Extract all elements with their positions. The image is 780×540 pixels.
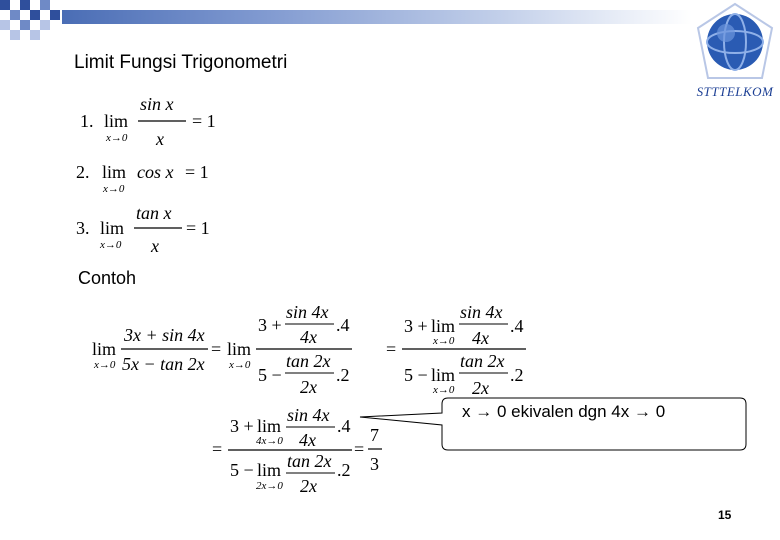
callout-text: x → 0 ekivalen dgn 4x → 0 [462, 402, 666, 421]
formula-2 [76, 162, 209, 195]
step3-top-lim: lim [431, 316, 456, 336]
step3-bot-frac-top: tan 2x [460, 351, 505, 371]
formula-2-sub: x→0 [103, 183, 125, 195]
step1-bottom: 5x − tan 2x [122, 354, 205, 374]
formula-1 [80, 94, 216, 149]
formula-3 [76, 203, 210, 256]
step4-bot-mult: .2 [337, 460, 351, 480]
step2-top-frac-bottom: 4x [300, 327, 317, 347]
step4-eq2: = [354, 439, 365, 459]
example-step-2 [211, 302, 352, 397]
step3-bot-mult: .2 [510, 365, 524, 385]
step3-bot-lim: lim [431, 365, 456, 385]
step4-top-mult: .4 [337, 416, 351, 436]
step4-bot-frac-bottom: 2x [300, 476, 317, 496]
step4-top-lim: lim [257, 416, 282, 436]
formula-3-bottom: x [151, 236, 159, 256]
step3-top-a: 3 + [404, 316, 428, 336]
step2-lim: lim [227, 339, 252, 359]
step2-sub: x→0 [229, 359, 251, 371]
step3-bot-frac-bottom: 2x [472, 378, 489, 398]
step2-bot-frac-bottom: 2x [300, 377, 317, 397]
step4-bot-lim: lim [257, 460, 282, 480]
formula-2-lim: lim [102, 162, 127, 182]
step4-result-top: 7 [370, 425, 379, 445]
logo-text: STTTELKOM [696, 84, 774, 99]
example-step-3 [386, 302, 526, 398]
step4-top-a: 3 + [230, 416, 254, 436]
formula-1-sub: x→0 [106, 132, 128, 144]
page-number: 15 [718, 508, 732, 522]
step4-top-frac-bottom: 4x [299, 430, 316, 450]
step2-eq: = [211, 339, 222, 359]
formula-3-top: tan x [136, 203, 172, 223]
step3-top-sub: x→0 [433, 335, 455, 347]
formula-1-rhs: = 1 [192, 111, 216, 131]
step2-bot-mult: .2 [336, 365, 350, 385]
formula-3-number: 3. [76, 218, 90, 238]
step2-bot-frac-top: tan 2x [286, 351, 331, 371]
step4-result-bottom: 3 [370, 454, 379, 474]
formula-2-rhs: = 1 [185, 162, 209, 182]
example-step-4 [212, 405, 382, 496]
step1-lim: lim [92, 339, 117, 359]
formula-3-sub: x→0 [100, 239, 122, 251]
step4-top-sub: 4x→0 [256, 435, 283, 447]
example-step-1 [92, 325, 208, 374]
formula-1-lim: lim [104, 111, 129, 131]
step1-sub: x→0 [94, 359, 116, 371]
step4-bot-frac-top: tan 2x [287, 451, 332, 471]
formula-3-rhs: = 1 [186, 218, 210, 238]
example-label: Contoh [78, 268, 137, 288]
step3-bot-a: 5 − [404, 365, 428, 385]
step4-bot-sub: 2x→0 [256, 480, 283, 492]
step4-top-frac-top: sin 4x [287, 405, 330, 425]
step3-eq: = [386, 339, 397, 359]
formula-2-number: 2. [76, 162, 90, 182]
step3-top-frac-top: sin 4x [460, 302, 503, 322]
step2-top-frac-top: sin 4x [286, 302, 329, 322]
formula-3-lim: lim [100, 218, 125, 238]
slide-title: Limit Fungsi Trigonometri [74, 52, 288, 73]
step3-top-frac-bottom: 4x [472, 328, 489, 348]
step3-top-mult: .4 [510, 316, 524, 336]
step2-top-a: 3 + [258, 315, 282, 335]
step4-eq: = [212, 439, 223, 459]
step2-bot-a: 5 − [258, 365, 282, 385]
step4-bot-a: 5 − [230, 460, 254, 480]
step1-top: 3x + sin 4x [124, 325, 205, 345]
step2-top-mult: .4 [336, 315, 350, 335]
formula-1-bottom: x [156, 129, 164, 149]
formula-2-expr: cos x [137, 162, 174, 182]
formula-1-number: 1. [80, 111, 94, 131]
formula-1-top: sin x [140, 94, 174, 114]
step3-bot-sub: x→0 [433, 384, 455, 396]
